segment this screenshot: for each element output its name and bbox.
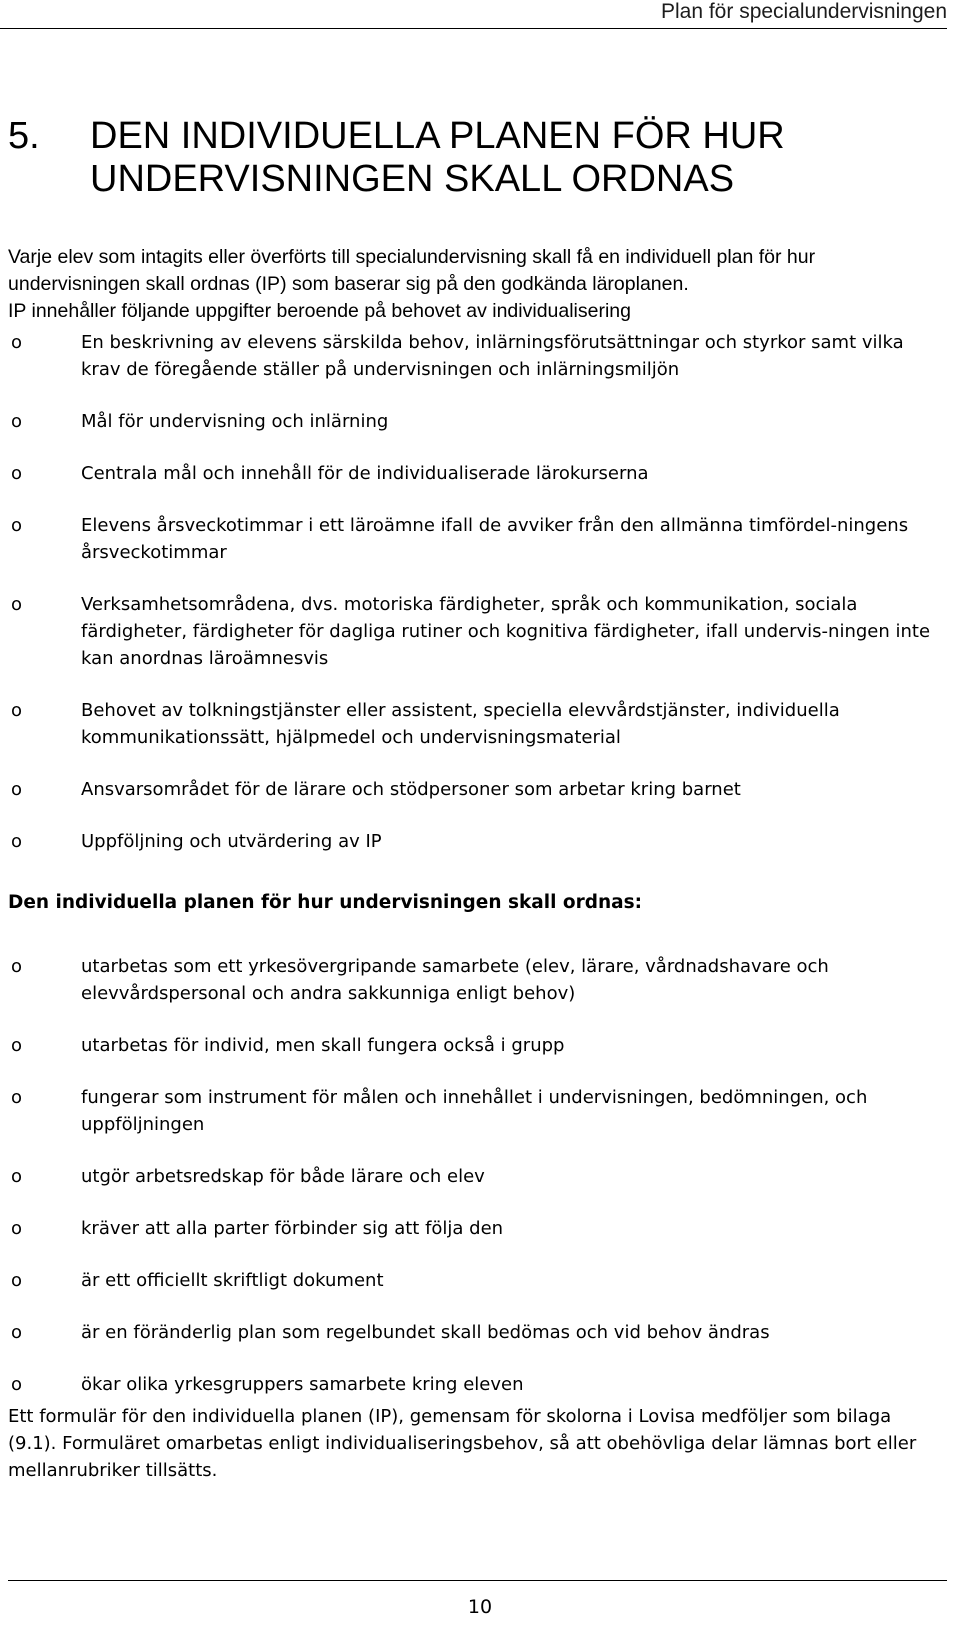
intro-paragraph — [8, 244, 943, 325]
list-item — [8, 591, 943, 672]
section-heading: Den individuella planen för hur undervisningen skall ordnas: — [8, 892, 643, 913]
plan-properties-list — [8, 953, 943, 1423]
list-item — [8, 329, 943, 383]
list-item — [8, 1267, 943, 1294]
bullet-symbol: o — [11, 411, 23, 432]
list-item — [8, 1032, 943, 1059]
list-item-text: Behovet av tolkningstjänster eller assistent, speciella elevvårdstjänster, individuella kommunikationssätt, hjälpmedel och undervisningsmaterial — [81, 700, 840, 748]
ip-contents-list — [8, 329, 943, 880]
list-item-text: Centrala mål och innehåll för de individualiserade lärokurserna — [81, 463, 649, 484]
list-item-text: utarbetas för individ, men skall fungera också i grupp — [81, 1035, 565, 1056]
bullet-symbol: o — [11, 1166, 23, 1187]
chapter-number: 5. — [8, 115, 40, 157]
bullet-symbol: o — [11, 1322, 23, 1343]
bullet-symbol: o — [11, 463, 23, 484]
intro-text-1: Varje elev som intagits eller överförts till specialundervisning skall få en individuell plan för hur undervisningen skall ordnas (IP) som baserar sig på den godkända läroplanen. — [8, 246, 816, 295]
list-item-text: Elevens årsveckotimmar i ett läroämne ifall de avviker från den allmänna timfördel-ningens årsveckotimmar — [81, 515, 909, 563]
list-item — [8, 953, 943, 1007]
list-item — [8, 1215, 943, 1242]
list-item — [8, 776, 943, 803]
bullet-symbol: o — [11, 515, 23, 536]
list-item-text: Ansvarsområdet för de lärare och stödpersoner som arbetar kring barnet — [81, 779, 741, 800]
list-item-text: kräver att alla parter förbinder sig att följa den — [81, 1218, 504, 1239]
bullet-symbol: o — [11, 1270, 23, 1291]
running-header: Plan för specialundervisningen — [0, 0, 947, 29]
list-item-text: utarbetas som ett yrkesövergripande samarbete (elev, lärare, vårdnadshavare och elevvårdspersonal och andra sakkunniga enligt behov) — [81, 956, 829, 1004]
list-item — [8, 1084, 943, 1138]
list-item — [8, 408, 943, 435]
bullet-symbol: o — [11, 1035, 23, 1056]
list-item-text: utgör arbetsredskap för både lärare och elev — [81, 1166, 485, 1187]
intro-text-2: IP innehåller följande uppgifter beroende på behovet av individualisering — [8, 300, 632, 322]
list-item — [8, 1371, 943, 1398]
bullet-symbol: o — [11, 779, 23, 800]
list-item — [8, 1163, 943, 1190]
list-item-text: är ett officiellt skriftligt dokument — [81, 1270, 384, 1291]
list-item-text: är en föränderlig plan som regelbundet skall bedömas och vid behov ändras — [81, 1322, 770, 1343]
page-number: 10 — [467, 1596, 493, 1618]
list-item — [8, 1319, 943, 1346]
list-item-text: ökar olika yrkesgruppers samarbete kring eleven — [81, 1374, 524, 1395]
list-item-text: En beskrivning av elevens särskilda behov, inlärningsförutsättningar och styrkor samt vilka krav de föregående ställer på undervisningen och inlärningsmiljön — [81, 332, 904, 380]
bullet-symbol: o — [11, 956, 23, 977]
bullet-symbol: o — [11, 594, 23, 615]
footer-divider — [8, 1580, 947, 1581]
bullet-symbol: o — [11, 700, 23, 721]
list-item — [8, 460, 943, 487]
list-item-text: Uppföljning och utvärdering av IP — [81, 831, 382, 852]
bullet-symbol: o — [11, 1374, 23, 1395]
list-item — [8, 512, 943, 566]
chapter-heading — [8, 115, 938, 201]
list-item-text: Verksamhetsområdena, dvs. motoriska färdigheter, språk och kommunikation, sociala färdigheter, färdigheter för dagliga rutiner och kognitiva färdigheter, ifall undervis-ningen inte kan anordnas läroämnesvis — [81, 594, 931, 669]
bullet-symbol: o — [11, 1218, 23, 1239]
bullet-symbol: o — [11, 831, 23, 852]
closing-paragraph: Ett formulär för den individuella planen (IP), gemensam för skolorna i Lovisa medföljer som bilaga (9.1). Formuläret omarbetas enligt individualiseringsbehov, så att obehövliga delar lämnas bort eller mellanrubriker tillsätts. — [8, 1406, 917, 1481]
chapter-title: DEN INDIVIDUELLA PLANEN FÖR HUR UNDERVISNINGEN SKALL ORDNAS — [90, 115, 785, 200]
bullet-symbol: o — [11, 332, 23, 353]
list-item-text: Mål för undervisning och inlärning — [81, 411, 389, 432]
list-item — [8, 828, 943, 855]
list-item — [8, 697, 943, 751]
bullet-symbol: o — [11, 1087, 23, 1108]
list-item-text: fungerar som instrument för målen och innehållet i undervisningen, bedömningen, och uppföljningen — [81, 1087, 868, 1135]
